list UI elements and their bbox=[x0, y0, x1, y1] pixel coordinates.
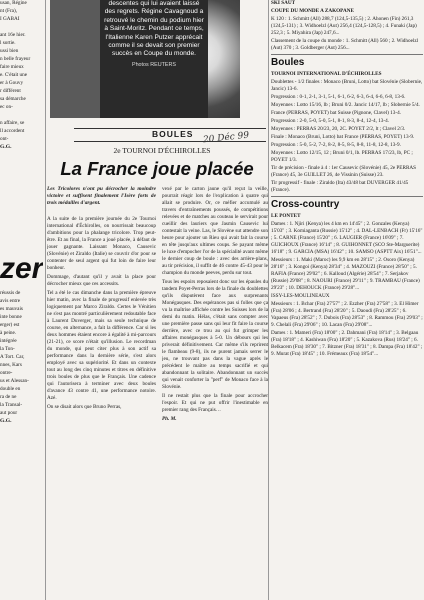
left-text-line: I GABAI bbox=[0, 16, 20, 22]
ski-result-line: K 120 : 1. Schmitt (All) 288,7 (124,5-135,5) ; 2. Ahonen (Fin) 261,3 (124,5-131) ; 3. Widhoelzl (Aut) 256,4 (124,5-128,5) ; 4. Funaki (Jap) 252,3 ; 5. Miyahira (Jap) 247,6... bbox=[271, 16, 417, 36]
left-text-line: G.G. bbox=[0, 418, 12, 424]
article-kicker: 2e TOURNOI D'ÉCHIROLLES bbox=[113, 146, 211, 155]
caption-text: descentes qui lui avaient laissé des regrets. Régine Cavagnoud a retrouvé le chemin du podium hier à Saint-Moritz. Pendant ce temps, l'Italienne Karen Putzer apprécait comme il se devait son premier succès en Coupe du monde. bbox=[104, 0, 204, 58]
cross-country-results bbox=[271, 213, 423, 358]
left-text-line: nnes, Kars bbox=[0, 362, 22, 368]
left-text-line: la Transal- bbox=[0, 402, 23, 408]
column-divider bbox=[45, 0, 46, 600]
boules-result-line: Progression : 0-1, 2-1, 3-1, 5-1, 6-1, 6-2, 6-3, 6-4, 6-6, 6-8, 13-6. bbox=[271, 94, 406, 100]
handwritten-date: 20 Déc 99 bbox=[202, 130, 250, 146]
left-column-upper-text bbox=[0, 0, 43, 151]
boules-result-line: Progression : 5-0, 5-2, 7-2, 8-2, 8-5, 8-5, 8-8, 11-8, 12-8, 13-9. bbox=[271, 142, 401, 148]
left-text-line: e. C'était une bbox=[0, 72, 28, 78]
ski-results bbox=[271, 0, 423, 52]
section-label: BOULES bbox=[152, 129, 194, 139]
left-text-line: aut pour bbox=[0, 410, 18, 416]
boules-result-line: Moyennes : Lotto 12/15, 12 ; Bruni 0/1, lb. PERRAS 17/23, lb, PC ; POYET 1/3. bbox=[271, 150, 413, 163]
left-text-line: ontre- bbox=[0, 370, 13, 376]
ski-result-line: SKI SAUT bbox=[271, 0, 296, 6]
boules-result-line: Progression : 2-0, 5-0, 5-0, 5-1, 8-1, 8-3, 8-4, 12-4, 13-4. bbox=[271, 118, 390, 124]
cross-country-title: Cross-country bbox=[271, 199, 340, 210]
article-body-column-2 bbox=[162, 186, 268, 600]
article-standfirst: Les Tricolores n'ont pu décrocher la moindre victoire et suffisent finalement l'Isère forts de trois médailles d'argent. bbox=[47, 186, 156, 206]
ski-result-line: COUPE DU MONDE A ZAKOPANE bbox=[271, 8, 354, 14]
left-text-line: usan, Régine bbox=[0, 0, 27, 6]
left-text-line: er à Gouvy bbox=[0, 80, 24, 86]
left-text-line: inte bonne bbox=[0, 314, 22, 320]
left-text-line: réussis de bbox=[0, 290, 21, 296]
boules-result-line: Moyennes : Lotto 15/16, lb ; Bruni 0/2. Jancic 14/17, lb ; Slobernie 5/4. bbox=[271, 102, 420, 108]
article-signature: Ph. M. bbox=[162, 416, 177, 422]
cross-result-line: Dames : 1. Mameri (Fra) 18'00" ; 2. Dahmani (Fra) 18'14" ; 3. Belgaau (Fra) 18'18" ; 4. Kashiwan (Fra) 18'20" ; 5. Kazakova (Rus) 18'24" ; 6. Belkacem (Fra) 18'30" ; 7. Bitzner (Fra) 18'31" ; 8. Dampa (Fra) 18'42" ; 9. Murat (Fra) 18'45" ; 10. Frémeaux (Fra) 18'54"... bbox=[271, 330, 423, 357]
left-text-line: faire mieux bbox=[0, 64, 24, 70]
left-text-line: ec on- bbox=[0, 104, 13, 110]
left-text-line: es mauvais bbox=[0, 306, 23, 312]
left-text-line: r différent bbox=[0, 88, 21, 94]
left-text-line: us et Alessan- bbox=[0, 378, 29, 384]
boules-results-title: Boules bbox=[271, 57, 305, 68]
paragraph: Tous les espoirs reposaient donc sur les épaules du tandem Poyet-Perras lors de la finale du doublettes qu'ils disputèrent face aux surprenants Monégasques. Des espérances pas si folles que ça vu la maîtrise affichée contre les Suisses lors de la demi du matin. Hélas, c'était sans compter avec une première passe sans qui leur fit faire la course derrière, avec ce trou au qui fut grimper les affaires monégasques à 5-0. Un débours qui les priverait définitivement. Car même s'ils reprirent le flambeau (9-8), ils ne purent jamais serrer le jeu, ne trouvant pas dans la vague après le précédent le maître au temps sacrifié et qui abandonnant la solitaire. Abandonnant un succès qui venait conforter la "perf" de Monaco face à la Slovénie. bbox=[162, 279, 268, 390]
boules-result-line: TOURNOI INTERNATIONAL D'ÉCHIROLLES bbox=[271, 71, 382, 77]
left-text-line: double en bbox=[0, 386, 21, 392]
ski-result-line: Classement de la coupe du monde : 1. Schmitt (All) 560 ; 2. Widhoelzl (Aut) 370 ; 3. Goldberger (Aut) 256... bbox=[271, 38, 419, 51]
boules-result-line: Tir progressif - finale : Ziraldo (Ita) 43/48 bat DUVERGER 41/45 (France). bbox=[271, 180, 409, 193]
left-text-line: n belle frayeur bbox=[0, 56, 31, 62]
left-text-line: n affaire, se bbox=[0, 120, 25, 126]
boules-result-line: Finale : Monaco (Bruni, Lotto) bat France (PERRAS, POYET) 13-9. bbox=[271, 134, 415, 140]
cross-result-line: Dames : 1. Njiri (Kenya) les 4 km en 14'45" ; 2. Gonzales (Kenya) 15'03" ; 3. Komiaganta (Russie) 15'12" ; 4. DAL-LENBACH (Fr) 15'16" ; 5. CARNE (France) 15'20" ; 6. LAUGIER (France) 16'09" ; 7. GUICHOUX (France) 16'14" ; 8. GUIHONNET (SCO Ste-Marguerite) 16'18" ; 9. GARCIA (MSA) 16'42" ; 10. SAMSO (ASPTT Aix) 16'51"... bbox=[271, 221, 423, 255]
left-text-line: erger) est bbox=[0, 322, 20, 328]
left-column-lower-text bbox=[0, 290, 43, 600]
paragraph: Il ne restait plus que la finale pour accrocher l'espoir. Et qui ne put offrir l'inestimable en premier rang des Français… bbox=[162, 393, 268, 413]
paragraph: A la suite de la première journée du 2e Tournoi international d'Échirolles, on nourrissait beaucoup d'ambitions pour la phalange tricolore. Trop peut-être. Et au final, la France a joué placée, à défaut de jouer gagnante. Laissant Monaco, Causevic (Slovénie) et Ziraldo (Italie) se couvrir d'or pour se contenter de seul argent qui fut loin de faire leur bonheur. bbox=[47, 216, 156, 271]
paragraph: vexé par le carton jaune qu'il reçut la veille, pourrait réagir lors de l'explication à quatre qui allait se produire. Or, ce méfier accumulé au travers d'entraînements poussés, de compétitions relevées et de matches au couteau le servirait pour cueillir des lauriers que Jasmin Causevic lui contestait la veine. Las, le Slovène sut attendre son heure pour ajouter un Rieu qui avait fait la course en tête jusqu'aux ultimes coups. Se payant même le luxe d'empocher l'or de la spécialité avant même le dernier coup de boule : avec des arrière-plans, au tir précision, il suffit de 46 contre 45-43 pour le champion du monde peeves, perdu sur tout. bbox=[162, 186, 268, 276]
left-text-line: ont- bbox=[0, 136, 9, 142]
paragraph: Tel a été le cas dimanche dans la première épreuve hier matin, avec la finale de progressif enlevée très logiquement par Marco Ziraldo. Certes le Vénitien ne s'est pas montré particulièrement redoutable face à Laurent Duverger, mais sa seule technique de course, en alternance, a fait la différence. Car si les deux hommes étaient encore à égalité à mi-parcours (21-21), ce score n'était qu'illusion. Le recordman du monde, qui peut citer plus à son actif sa performance dans la dernière série, s'est alors employé avec sa supériorité. Et dans un contexte tout au long des cinq minutes et titres en définitive trois boules de plus que le Français. Une cadence qui l'autorisera à terminer avec deux boules d'avance 43 contre 41, une performance notoire. Azé. bbox=[47, 290, 156, 401]
article-headline: La France joue placée bbox=[60, 158, 254, 179]
left-text-line: l sortie. bbox=[0, 40, 16, 46]
column-divider bbox=[268, 0, 269, 600]
left-text-line: à peine. bbox=[0, 330, 17, 336]
left-text-line: ussi bien bbox=[0, 48, 19, 54]
boules-result-line: France (PERRAS, POYET) bat Suisse (Pignone, Clavel) 13-4. bbox=[271, 110, 401, 116]
photo-caption bbox=[100, 0, 208, 118]
left-text-line: A Tort. Car, bbox=[0, 354, 25, 360]
left-text-line: G.G. bbox=[0, 144, 12, 150]
photo-block bbox=[50, 0, 240, 118]
divider bbox=[271, 196, 423, 197]
left-text-line bbox=[0, 24, 43, 31]
left-text-line: nt (Fra), bbox=[0, 8, 17, 14]
left-text-line: avis entre bbox=[0, 298, 21, 304]
cross-result-line: Messieurs : 1. Bchar (Fra) 27'57" ; 2. Ezzher (Fra) 27'58" ; 3. El Himer (Fra) 28'06 ; 4. Bertrand (Fra) 28'20" ; 5. Daoudi (Fra) 28'25" ; 6. Vapaeus (Fra) 28'52" ; 7. Dubois (Fra) 28'53" ; 8. Rammou (Fra) 29'03" ; 9. Chelali (Fra) 29'06" ; 10. Lacan (Fra) 29'08"... bbox=[271, 301, 423, 328]
left-big-headline-fragment: zer bbox=[0, 254, 43, 284]
cross-result-line: ISSY-LES-MOULINEAUX bbox=[271, 293, 330, 299]
cross-result-line: Messieurs : 1. Maki (Maroc) les 9,9 km en 28'15" ; 2. Osoro (Kenya) 28'16" ; 3. Kongoi (Kenya) 28'34" ; 4. MAZOUZI (France) 28'50" ; 5. RAFIA (France) 29'02" ; 6. Kalloud (Algérie) 28'54" ; 7. Serjakov (Russie) 29'08" ; 8. NAOURI (France) 29'11" ; 9. TRAMBAU (France) 29'23" ; 10. DEHOUCK (France) 29'28"... bbox=[271, 257, 420, 291]
paragraph: Dommage, d'autant qu'il y avait la place pour décrocher mieux que ces accessits. bbox=[47, 274, 156, 287]
left-text-line: la Ton- bbox=[0, 346, 15, 352]
left-text-line: ll accordent bbox=[0, 128, 25, 134]
article-body-column-1 bbox=[47, 216, 156, 596]
left-text-line: sa démarche bbox=[0, 96, 26, 102]
left-text-line: intégrée bbox=[0, 338, 17, 344]
cross-result-line: LE PONTET bbox=[271, 213, 301, 219]
boules-result-line: Tir de précision - finale à 4 : 1er Causevic (Slovénie) 45, 2e PERRAS (France) 45, 3e GUILLET 26, 4e Vissinin (Suisse) 23. bbox=[271, 165, 417, 178]
left-text-line: ra de ne bbox=[0, 394, 17, 400]
left-text-line: ant 16e hier. bbox=[0, 32, 26, 38]
photo-credit: Photos REUTERS bbox=[131, 61, 177, 68]
left-text-line bbox=[0, 112, 43, 119]
boules-result-line: Moyennes : PERRAS 20/23, 20, 2C. POYET 2/2, lt ; Clavel 2/3. bbox=[271, 126, 406, 132]
boules-result-line: Doublettes - 1/2 finales : Monaco (Bruni, Lotto) bat Slovénie (Slobernie, Jancic) 13-6. bbox=[271, 79, 423, 92]
divider bbox=[271, 54, 423, 55]
paragraph: On se disait alors que Bruno Perras, bbox=[47, 404, 122, 410]
boules-results bbox=[271, 71, 423, 194]
results-column bbox=[271, 0, 423, 600]
